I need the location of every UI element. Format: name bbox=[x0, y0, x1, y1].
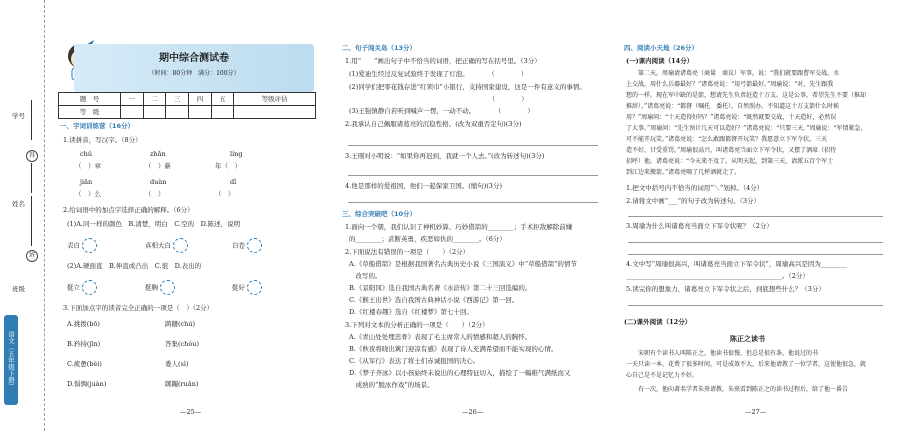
question-text: (2)同学们把零花钱存进“红领巾”小银行，支持国家建设，这是一件有意义的事情。 bbox=[349, 83, 586, 91]
score-table-header-row bbox=[59, 93, 316, 106]
pinyin: dǐ bbox=[230, 178, 237, 186]
choice[interactable]: D.《红楼春趣》选自《红楼梦》第七十回。 bbox=[349, 308, 474, 316]
passage-line: 心自己是不是记忆力不好。 bbox=[626, 372, 699, 379]
choice[interactable]: B.矜持(jīn) bbox=[67, 340, 101, 348]
answer-line[interactable] bbox=[628, 242, 883, 243]
choice: 踯躅(ruǎn) bbox=[165, 380, 199, 388]
question-text: 1.把文中括号内不恰当的词用“＼”划掉。（4分） bbox=[626, 184, 764, 192]
passage-line: 到江边来搬箭。”诸葛亮喝了几杯酒就走了。 bbox=[626, 169, 741, 176]
score-cell: 二 bbox=[143, 93, 166, 106]
section-heading: 一、字词训练营（16分） bbox=[60, 122, 135, 130]
question-text: 1.面向一个朝，我们认识了神机妙算、巧妙借箭的________；手术拒敌解除前嫌 bbox=[345, 223, 573, 231]
score-cell: 等级评估 bbox=[234, 93, 316, 106]
question-text: 的________；武断英勇，疾恶如仇的________。（6分） bbox=[349, 235, 506, 243]
word: 挺胸 bbox=[145, 283, 158, 292]
answer-ring[interactable] bbox=[247, 238, 262, 253]
choice[interactable]: C.《从军行》表达了将士们赤诚报国的决心。 bbox=[349, 357, 480, 365]
answer-ring[interactable] bbox=[247, 280, 262, 295]
fill-blank[interactable]: （ ）么 bbox=[75, 190, 101, 198]
answer-ring[interactable] bbox=[82, 280, 97, 295]
pinyin: líng bbox=[230, 150, 243, 158]
score-table-grade-row bbox=[59, 106, 316, 119]
passage-line: 第二天，周瑜请诸葛亮（商量 商议）军事，说：“我们就要跟曹军交战。水 bbox=[626, 70, 840, 77]
question-text: 3.下面加点字的读音完全正确的一项是（ ）（2分） bbox=[63, 304, 214, 312]
question-text: 2.给词语中的加点字选择正确的解释。（6分） bbox=[63, 206, 194, 214]
exam-banner bbox=[74, 44, 314, 92]
pinyin: zhǎn bbox=[150, 150, 166, 158]
question-text: 1.读拼音，写汉字。（8分） bbox=[63, 136, 142, 144]
choice[interactable]: A.《青山处处埋忠骨》表现了毛主席常人的情感和超人的胸怀。 bbox=[349, 333, 532, 341]
answer-ring[interactable] bbox=[82, 238, 97, 253]
fill-blank[interactable]: 年（ ） bbox=[215, 162, 241, 170]
score-table bbox=[58, 92, 316, 119]
subsection-heading: (一)课内阅读（14分） bbox=[626, 57, 694, 65]
binding-line bbox=[31, 196, 32, 246]
choice[interactable]: B.《景阳冈》选自我国古典名著《水浒传》第二十三回选编的。 bbox=[349, 284, 532, 292]
score-cell: 一 bbox=[120, 93, 143, 106]
word: 挺立 bbox=[67, 283, 80, 292]
passage-line: 宋朝有个读书人叫陈正之，他读书很慢，但总是很有条，他说过的书 bbox=[626, 350, 819, 357]
passage-line: 用？”周瑜问：“十天造得好吗？”诸葛亮说：“既然就要交战，十天造好，必然误 bbox=[626, 114, 837, 121]
section-heading: 二、句子闯关岛（13分） bbox=[342, 44, 417, 52]
question-text: 3.王刚对小明说：“如果你再迟到，我就一个人去。”(改为转述句)(3分) bbox=[345, 152, 545, 160]
page-number: —25— bbox=[180, 408, 202, 416]
page-number: —26— bbox=[462, 408, 484, 416]
answer-line[interactable] bbox=[348, 145, 598, 146]
word: 表白 bbox=[67, 241, 80, 250]
subsection-heading: (二)课外阅读（12分） bbox=[624, 318, 692, 326]
fill-blank[interactable]: （ ）章 bbox=[75, 162, 101, 170]
pinyin: duàn bbox=[150, 178, 167, 186]
question-text: （ ） bbox=[349, 95, 528, 103]
answer-line[interactable] bbox=[628, 305, 883, 306]
exam-title: 期中综合测试卷 bbox=[159, 53, 229, 64]
question-text: 2.我承认自己佩服诸葛亮的沉稳性格。(改为双重否定句)(3分) bbox=[345, 120, 522, 128]
question-text: ________________________________________________。（2分） bbox=[626, 272, 809, 280]
passage-line: 上交战，用什么兵器最好？”诸葛亮说：“用弓箭最好。”周瑜说：“对，先生跟我 bbox=[626, 81, 834, 88]
choice[interactable]: C.疲惫(bèi) bbox=[67, 360, 102, 368]
choice[interactable]: D.《梦子齐冰》以小孩始终未说出的心理特征切入，描绘了一幅稚气满纸而又 bbox=[349, 369, 571, 377]
passage-line: 有一次，他向著名学者朱熹请教。朱熹看到陈正之的读书过程后，给了他一番告 bbox=[626, 386, 849, 393]
pinyin: jiǎn bbox=[80, 178, 93, 186]
label-class: 班级 bbox=[12, 285, 25, 293]
label-student-no: 学号 bbox=[12, 112, 25, 120]
fill-blank[interactable]: （ ） bbox=[145, 190, 165, 198]
choice: 改写的。 bbox=[349, 272, 382, 280]
score-cell: 题 号 bbox=[59, 93, 121, 106]
option-list: (2)A.硬面直 B.伸直或凸出 C.很 D.表出的 bbox=[67, 262, 202, 270]
score-cell: 等 级 bbox=[59, 106, 121, 119]
question-text: 4.文中写“周瑜很高兴，叫诸葛亮当面立下军令状”，周瑜高兴是因为________ bbox=[626, 260, 847, 268]
choice: 委人(sì) bbox=[165, 360, 189, 368]
pinyin: chǔ bbox=[80, 150, 93, 158]
question-text: (1)爱迪生经过反复试验终于发现了灯泡。 （ ） bbox=[349, 70, 528, 78]
question-text: 3.下列对文本的分析正确的一项是（ ）（2分） bbox=[345, 321, 489, 329]
answer-line[interactable] bbox=[628, 216, 883, 217]
section-heading: 四、阅读小天地（26分） bbox=[624, 44, 699, 52]
choice: 成熟的“脱冰作戏”的场景。 bbox=[349, 381, 434, 389]
score-cell: 三 bbox=[166, 93, 189, 106]
page-number: —27— bbox=[745, 408, 767, 416]
choice[interactable]: B.《秋夜将晓出篱门迎凉有感》表现了诗人充满希望而不能实现的心情。 bbox=[349, 345, 558, 353]
score-cell: 四 bbox=[188, 93, 211, 106]
binding-line bbox=[31, 163, 32, 193]
passage-line: 想的一样。现在军中缺的是箭，想请先生负责赶造十万支。这是公事，希望先生不要（推却 bbox=[626, 92, 867, 99]
choice[interactable]: C.《猴王出世》选自我国古典神话小说《西游记》第一回。 bbox=[349, 296, 519, 304]
word: 白卷 bbox=[232, 241, 245, 250]
passage-line: 造不好，甘受重罚。”周瑜很高兴，叫诸葛亮当面立下军令状，又摆了酒席（招待 bbox=[626, 147, 837, 154]
passage-line: 一天只读一本，花费了很多时间，可是成效不大，后来他请教了一位学者，这使他很急，就 bbox=[626, 361, 867, 368]
choice[interactable]: A.《草船借箭》是根据我国著名古典历史小说《三国演义》中“草船借箭”的情节 bbox=[349, 260, 577, 268]
score-circle: 得 bbox=[26, 150, 38, 162]
word: 挺好 bbox=[232, 283, 245, 292]
answer-line[interactable] bbox=[348, 175, 598, 176]
passage-line: 招呼）他。诸葛亮说：“今天来不及了。从明天起，到第三天，请派五百个军士 bbox=[626, 158, 834, 165]
question-text: 4.他是那样的爱祖国，他们一起保家卫国。(缩句)(3分) bbox=[345, 182, 502, 190]
passage-line: 推辞）。”诸葛亮说：“都督（嘱托 委托），自然照办。不知道这十万支箭什么时候 bbox=[626, 103, 840, 110]
score-cell: 五 bbox=[211, 93, 234, 106]
option-list: (1)A.同一样的颜色 B.清楚，明白 C.空的 D.陈述，说明 bbox=[67, 220, 241, 228]
answer-ring[interactable] bbox=[173, 238, 188, 253]
story-title: 陈正之读书 bbox=[730, 334, 765, 343]
question-text: 1.用“ ”画出句子中不恰当的词语，把正确的写在括号里。（3分） bbox=[345, 57, 541, 65]
choice: 踌躇(chú) bbox=[165, 320, 196, 328]
question-text: 2.下面说法有错误的一项是（ ）（2分） bbox=[345, 248, 470, 256]
exam-subtitle: （时间：80分钟 满分：100分） bbox=[148, 70, 240, 77]
fill-blank[interactable]: （ ）新 bbox=[145, 162, 171, 170]
passage-line: 了大事。”周瑜问：“先生预计几天可以造好？”诸葛亮说：“只要三天。”周瑜说：“军情紧急， bbox=[626, 125, 867, 132]
passage-line: 可不能开玩笑。”诸葛亮说：“怎么敢跟都督开玩笑？我愿意立下军令状，三天 bbox=[626, 136, 828, 143]
section-heading: 三、综合突破吧（10分） bbox=[342, 210, 417, 218]
choice: 答集(chóu) bbox=[165, 340, 199, 348]
question-text: 2.请将文中画“___”的句子改为转述句。（3分） bbox=[626, 197, 760, 205]
question-text: (3)王强镇静自若听到喊声一愣，一动不动。 （ ） bbox=[349, 107, 534, 115]
word: 真相大白 bbox=[145, 241, 171, 250]
label-name: 姓名 bbox=[12, 200, 25, 208]
answer-line[interactable] bbox=[348, 202, 598, 203]
fill-blank[interactable]: （ ） bbox=[215, 190, 235, 198]
binding-line bbox=[31, 100, 32, 140]
answer-line[interactable] bbox=[628, 254, 883, 255]
choice[interactable]: A.挑拨(bō) bbox=[67, 320, 100, 328]
book-tag: 语文（五年级下册） bbox=[4, 315, 18, 405]
binding-strip bbox=[0, 0, 45, 431]
answer-ring[interactable] bbox=[160, 280, 175, 295]
choice[interactable]: D.惧惆(juàn) bbox=[67, 380, 107, 388]
question-text: 3.周瑜为什么叫诸葛亮当面立下军令状呢？（2分） bbox=[626, 222, 773, 230]
question-text: 5.读完你的想象力，诸葛亮立下军令状之后，到底想些什么？（3分） bbox=[626, 285, 825, 293]
class-circle: 班 bbox=[26, 250, 38, 262]
